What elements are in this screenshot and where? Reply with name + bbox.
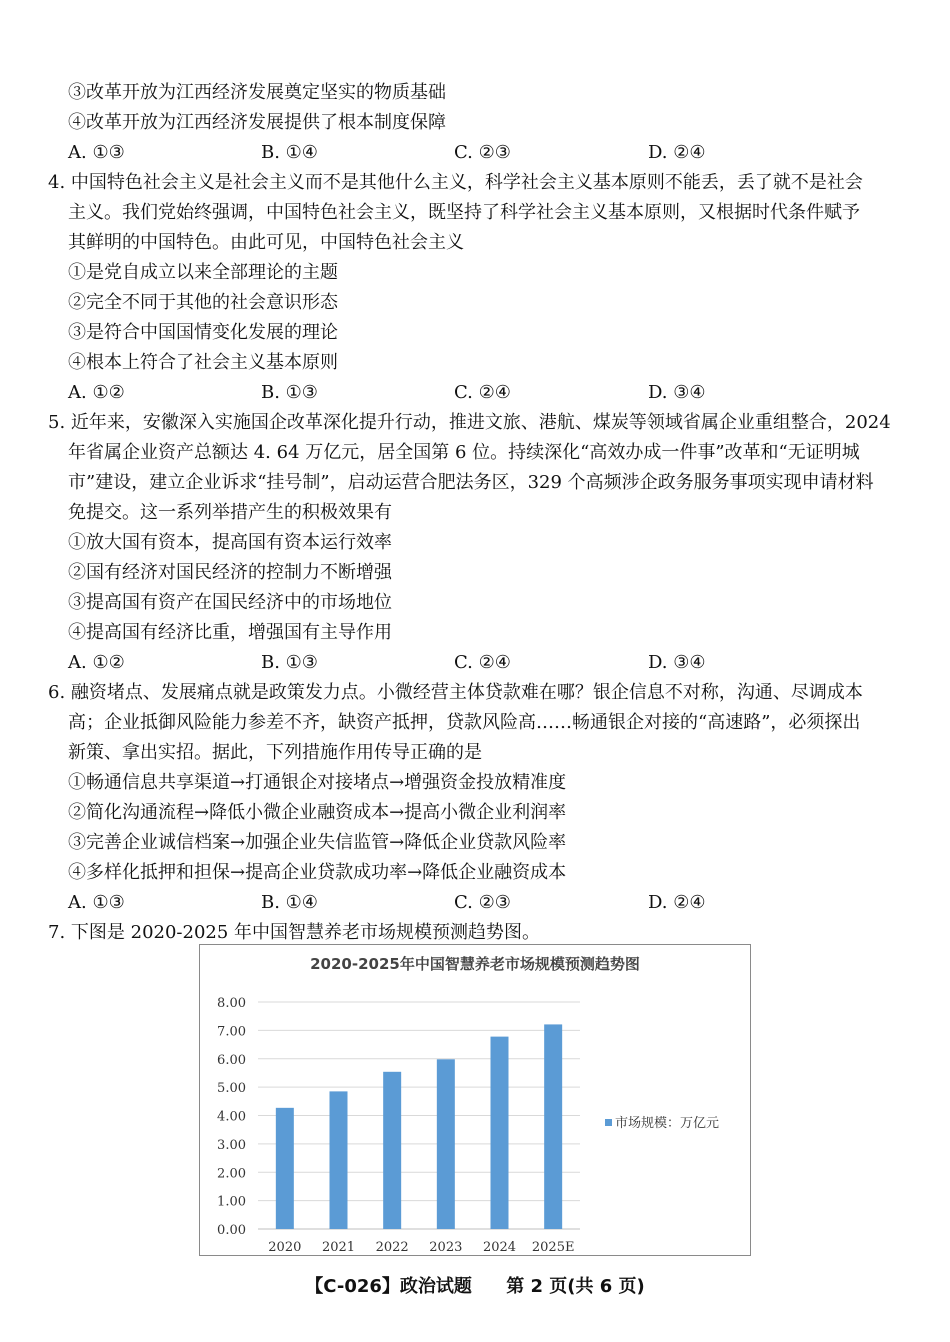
q6-statement-2: ②简化沟通流程→降低小微企业融资成本→提高小微企业利润率 [68,802,567,823]
y-tick-label: 3.00 [217,1137,246,1153]
page-number: 第 2 页(共 6 页) [506,1276,645,1297]
bar-2023 [437,1059,455,1229]
q5-option-c[interactable]: C. ②④ [454,652,511,673]
q4-option-a[interactable]: A. ①② [68,382,125,403]
q3-option-b[interactable]: B. ①④ [261,142,318,163]
y-tick-label: 0.00 [217,1223,246,1238]
x-tick-label: 2023 [429,1240,463,1255]
q4-option-b[interactable]: B. ①③ [261,382,318,403]
market-size-chart [199,944,751,1256]
q7-stem: 7. 下图是 2020-2025 年中国智慧养老市场规模预测趋势图。 [48,922,541,943]
legend-swatch [605,1119,612,1126]
y-tick-label: 8.00 [217,996,246,1011]
q5-stem-line-1: 5. 近年来，安徽深入实施国企改革深化提升行动，推进文旅、港航、煤炭等领域省属企业重组整合，2024 [48,412,891,433]
x-tick-label: 2024 [482,1240,517,1255]
q5-stem-line-4: 免提交。这一系列举措产生的积极效果有 [68,502,392,523]
x-tick-label: 2020 [268,1240,302,1255]
bar-2021 [330,1091,348,1229]
q4-stem-line-3: 其鲜明的中国特色。由此可见，中国特色社会主义 [68,232,464,253]
chart-bars [276,1024,562,1229]
q5-statement-1: ①放大国有资本，提高国有资本运行效率 [68,532,392,553]
chart-svg [200,945,750,1255]
q4-stem-line-1: 4. 中国特色社会主义是社会主义而不是其他什么主义，科学社会主义基本原则不能丢，丢了就不是社会 [48,172,863,193]
bar-2024 [491,1037,509,1229]
q6-statement-3: ③完善企业诚信档案→加强企业失信监管→降低企业贷款风险率 [68,832,567,853]
q5-option-a[interactable]: A. ①② [68,652,125,673]
q3-option-a[interactable]: A. ①③ [68,142,125,163]
page-footer [0,1272,950,1302]
q6-option-a[interactable]: A. ①③ [68,892,125,913]
q4-statement-3: ③是符合中国国情变化发展的理论 [68,322,338,343]
x-tick-label: 2022 [375,1240,409,1255]
chart-y-ticks [217,996,246,1238]
y-tick-label: 1.00 [217,1194,246,1210]
q6-stem-line-2: 高；企业抵御风险能力参差不齐，缺资产抵押，贷款风险高……畅通银企对接的“高速路”，必须探出 [68,712,861,733]
q4-option-c[interactable]: C. ②④ [454,382,511,403]
q6-option-d[interactable]: D. ②④ [648,892,706,913]
q6-statement-4: ④多样化抵押和担保→提高企业贷款成功率→降低企业融资成本 [68,862,567,883]
q6-stem-line-1: 6. 融资堵点、发展痛点就是政策发力点。小微经营主体贷款难在哪？银企信息不对称，沟通、尽调成本 [48,682,863,703]
y-tick-label: 7.00 [217,1024,246,1040]
q5-option-d[interactable]: D. ③④ [648,652,706,673]
q3-statement-4: ④改革开放为江西经济发展提供了根本制度保障 [68,112,446,133]
q6-option-c[interactable]: C. ②③ [454,892,511,913]
legend-label: 市场规模：万亿元 [615,1116,720,1131]
q5-stem-line-3: 市”建设，建立企业诉求“挂号制”，启动运营合肥法务区，329 个高频涉企政务服务事项实现申请材料 [68,472,874,493]
q3-option-d[interactable]: D. ②④ [648,142,706,163]
exam-code: 【C-026】政治试题 [305,1276,472,1297]
q4-statement-1: ①是党自成立以来全部理论的主题 [68,262,338,283]
q5-stem-line-2: 年省属企业资产总额达 4. 64 万亿元，居全国第 6 位。持续深化“高效办成一件事”改革和“无证明城 [68,442,860,463]
y-tick-label: 4.00 [217,1109,246,1125]
q4-option-d[interactable]: D. ③④ [648,382,706,403]
chart-x-ticks [268,1240,574,1255]
y-tick-label: 2.00 [217,1166,246,1182]
q6-stem-line-3: 新策、拿出实招。据此，下列措施作用传导正确的是 [68,742,482,763]
chart-grid [258,1002,580,1229]
chart-title: 2020-2025年中国智慧养老市场规模预测趋势图 [310,955,640,973]
q6-option-b[interactable]: B. ①④ [261,892,318,913]
q5-statement-2: ②国有经济对国民经济的控制力不断增强 [68,562,392,583]
x-tick-label: 2025E [531,1240,575,1255]
chart-legend [605,1115,719,1131]
q4-statement-2: ②完全不同于其他的社会意识形态 [68,292,338,313]
q5-statement-3: ③提高国有资产在国民经济中的市场地位 [68,592,392,613]
bar-2022 [383,1072,401,1229]
q4-stem-line-2: 主义。我们党始终强调，中国特色社会主义，既坚持了科学社会主义基本原则，又根据时代条件赋予 [68,202,860,223]
q3-option-c[interactable]: C. ②③ [454,142,511,163]
x-tick-label: 2021 [321,1240,356,1255]
y-tick-label: 5.00 [217,1081,246,1097]
bar-2020 [276,1108,294,1229]
q6-statement-1: ①畅通信息共享渠道→打通银企对接堵点→增强资金投放精准度 [68,772,567,793]
q3-statement-3-text: ③改革开放为江西经济发展奠定坚实的物质基础 [68,82,446,103]
bar-2025E [544,1024,562,1229]
q5-option-b[interactable]: B. ①③ [261,652,318,673]
y-tick-label: 6.00 [217,1052,246,1068]
q4-statement-4: ④根本上符合了社会主义基本原则 [68,352,338,373]
q5-statement-4: ④提高国有经济比重，增强国有主导作用 [68,622,392,643]
